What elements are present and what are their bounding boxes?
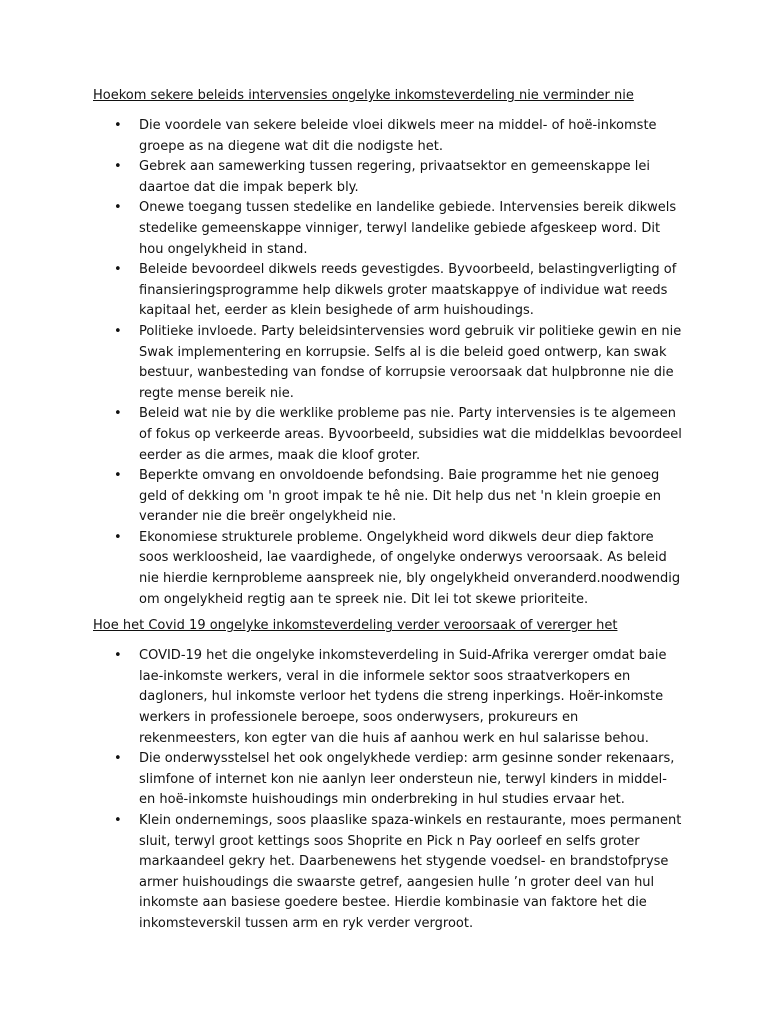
section-heading-covid: Hoe het Covid 19 ongelyke inkomsteverdeling verder veroorsaak of vererger het [93,618,618,634]
list-item [93,198,683,260]
list-item-text: COVID-19 het die ongelyke inkomsteverdeling in Suid-Afrika vererger omdat baie lae-inkomste werkers, veral in die informele sektor soos straatverkopers en dagloners, hul inkomste verloor het tydens die streng inperkings. Hoër-inkomste werkers in professionele beroepe, soos onderwysers, prokureurs en rekenmeesters, kon egter van die huis af aanhou werk en hul salarisse behou. [139,648,667,746]
list-item [93,528,683,610]
list-item [93,466,683,528]
list-item [93,157,683,198]
list-item [93,404,683,466]
bullet-icon: • [114,406,122,422]
bullet-icon: • [114,262,122,278]
bullet-icon: • [114,118,122,133]
bullet-icon: • [114,751,122,767]
list-item [93,749,683,811]
list-item [93,260,683,322]
list-item-text: Politieke invloede. Party beleidsintervensies word gebruik vir politieke gewin en nie Swak implementering en korrupsie. Selfs al is die beleid goed ontwerp, kan swak bestuur, wanbesteding van fondse of korrupsie veroorsaak dat hulpbronne nie die regte mense bereik nie. [139,323,682,401]
list-item-text: Ekonomiese strukturele probleme. Ongelykheid word dikwels deur diep faktore soos werkloosheid, lae vaardighede, of ongelyke onderwys veroorsaak. As beleid nie hierdie kernprobleme aanspreek nie, bly ongelykheid onveranderd.noodwendig om ongelykheid regtig aan te spreek nie. Dit lei tot skewe prioriteite. [139,529,681,607]
document-body [93,86,683,935]
list-item-text: Die onderwysstelsel het ook ongelykhede verdiep: arm gesinne sonder rekenaars, slimfone of internet kon nie aanlyn leer ondersteun nie, terwyl kinders in middel- en hoë-inkomste huishoudings min onderbreking in hul studies ervaar het. [139,751,675,808]
policy-bullet-list [93,116,683,610]
list-item [93,116,683,157]
list-item-text: Klein ondernemings, soos plaaslike spaza-winkels en restaurante, moes permanent sluit, terwyl groot kettings soos Shoprite en Pick n Pay oorleef en selfs groter markaandeel gekry het. Daarbenewens het stygende voedsel- en brandstofpryse armer huishoudings die swaarste getref, aangesien hulle ’n groter deel van hul inkomste aan basiese goedere bestee. Hierdie kombinasie van faktore het die inkomsteverskil tussen arm en ryk verder vergroot. [139,813,682,931]
list-item-text: Gebrek aan samewerking tussen regering, privaatsektor en gemeenskappe lei daartoe dat die impak beperk bly. [139,159,650,195]
bullet-icon: • [114,323,122,339]
bullet-icon: • [114,468,122,484]
bullet-icon: • [114,648,122,664]
bullet-icon: • [114,159,122,175]
list-item-text: Beperkte omvang en onvoldoende befondsing. Baie programme het nie genoeg geld of dekking om 'n groot impak te hê nie. Dit help dus net 'n klein groepie en verander nie die breër ongelykheid nie. [139,468,661,525]
covid-bullet-list [93,646,683,934]
section-heading-policy: Hoekom sekere beleids intervensies ongelyke inkomsteverdeling nie verminder nie [93,88,634,103]
list-item-text: Beleid wat nie by die werklike probleme pas nie. Party intervensies is te algemeen of fokus op verkeerde areas. Byvoorbeeld, subsidies wat die middelklas bevoordeel eerder as die armes, maak die kloof groter. [139,406,682,463]
list-item [93,322,683,404]
bullet-icon: • [114,813,122,828]
bullet-icon: • [114,200,122,216]
bullet-icon: • [114,529,122,545]
list-item-text: Onewe toegang tussen stedelike en landelike gebiede. Intervensies bereik dikwels stedelike gemeenskappe vinniger, terwyl landelike gebiede afgeskeep word. Dit hou ongelykheid in stand. [139,200,677,257]
list-item [93,646,683,749]
list-item-text: Beleide bevoordeel dikwels reeds gevestigdes. Byvoorbeeld, belastingverligting of finansieringsprogramme help dikwels groter maatskappye of individue wat reeds kapitaal het, eerder as klein besighede of arm huishoudings. [139,262,677,319]
list-item [93,811,683,935]
list-item-text: Die voordele van sekere beleide vloei dikwels meer na middel- of hoë-inkomste groepe as na diegene wat dit die nodigste het. [139,118,657,154]
